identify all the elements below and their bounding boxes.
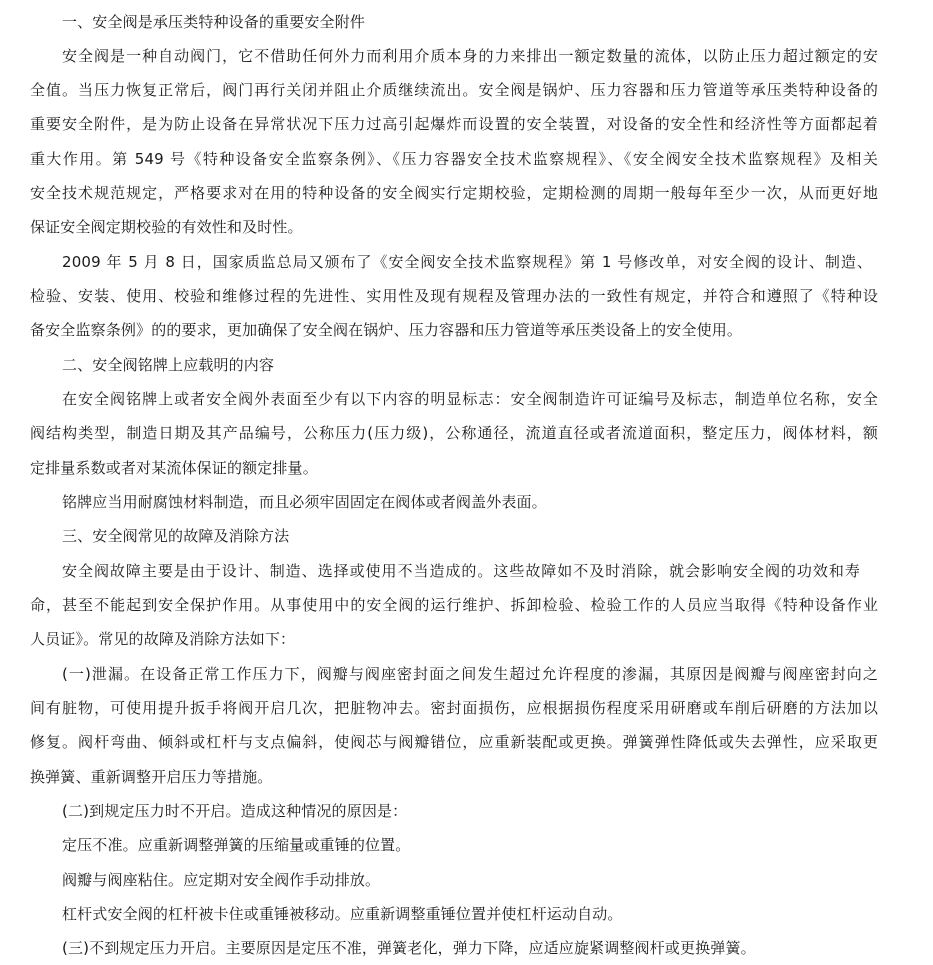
paragraph-line: 阀结构类型，制造日期及其产品编号，公称压力(压力级)，公称通径，流道直径或者流道面积，整定压力，阀体材料，额: [30, 424, 878, 442]
paragraph-line: 铭牌应当用耐腐蚀材料制造，而且必须牢固固定在阀体或者阀盖外表面。: [62, 493, 547, 511]
paragraph-line: (二)到规定压力时不开启。造成这种情况的原因是：: [62, 802, 408, 820]
paragraph-line: 杠杆式安全阀的杠杆被卡住或重锤被移动。应重新调整重锤位置并使杠杆运动自动。: [62, 905, 623, 923]
paragraph-line: 安全阀是一种自动阀门，它不借助任何外力而利用介质本身的力来排出一额定数量的流体，以防止压力超过额定的安: [62, 47, 878, 65]
paragraph-line: 检验、安装、使用、校验和维修过程的先进性、实用性及现有规程及管理办法的一致性有规定，并符合和遵照了《特种设: [30, 287, 878, 305]
paragraph-line: 安全技术规范规定，严格要求对在用的特种设备的安全阀实行定期校验，定期检测的周期一般每年至少一次，从而更好地: [30, 184, 878, 202]
paragraph-line: (一)泄漏。在设备正常工作压力下，阀瓣与阀座密封面之间发生超过允许程度的渗漏，其原因是阀瓣与阀座密封向之: [62, 665, 878, 683]
paragraph-line: 在安全阀铭牌上或者安全阀外表面至少有以下内容的明显标志：安全阀制造许可证编号及标志，制造单位名称，安全: [62, 390, 878, 408]
paragraph-line: 安全阀故障主要是由于设计、制造、选择或使用不当造成的。这些故障如不及时消除，就会影响安全阀的功效和寿: [62, 562, 860, 580]
paragraph-line: 修复。阀杆弯曲、倾斜或杠杆与支点偏斜，使阀芯与阀瓣错位，应重新装配或更换。弹簧弹性降低或失去弹性，应采取更: [30, 733, 878, 751]
paragraph-line: (三)不到规定压力开启。主要原因是定压不准，弹簧老化，弹力下降，应适应旋紧调整阀杆或更换弹簧。: [62, 939, 756, 957]
paragraph-line: 保证安全阀定期校验的有效性和及时性。: [30, 218, 303, 236]
paragraph-line: 重要安全附件，是为防止设备在异常状况下压力过高引起爆炸而设置的安全装置，对设备的安全性和经济性等方面都起着: [30, 115, 878, 133]
paragraph-line: 定压不准。应重新调整弹簧的压缩量或重锤的位置。: [62, 836, 411, 854]
heading-section-2: 二、安全阀铭牌上应载明的内容: [62, 356, 275, 374]
paragraph-line: 人员证》。常见的故障及消除方法如下：: [30, 630, 296, 648]
paragraph-line: 换弹簧、重新调整开启压力等措施。: [30, 768, 273, 786]
paragraph-line: 命，甚至不能起到安全保护作用。从事使用中的安全阀的运行维护、拆卸检验、检验工作的人员应当取得《特种设备作业: [30, 596, 878, 614]
paragraph-line: 全值。当压力恢复正常后，阀门再行关闭并阻止介质继续流出。安全阀是锅炉、压力容器和压力管道等承压类特种设备的: [30, 81, 878, 99]
paragraph-line: 重大作用。第 549 号《特种设备安全监察条例》、《压力容器安全技术监察规程》、《安全阀安全技术监察规程》及相关: [30, 150, 878, 168]
heading-section-1: 一、安全阀是承压类特种设备的重要安全附件: [62, 13, 366, 31]
paragraph-line: 阀瓣与阀座粘住。应定期对安全阀作手动排放。: [62, 871, 381, 889]
paragraph-line: 间有脏物，可使用提升扳手将阀开启几次，把脏物冲去。密封面损伤，应根据损伤程度采用研磨或车削后研磨的方法加以: [30, 699, 878, 717]
heading-section-3: 三、安全阀常见的故障及消除方法: [62, 527, 290, 545]
paragraph-line: 定排量系数或者对某流体保证的额定排量。: [30, 459, 318, 477]
paragraph-line: 2009 年 5 月 8 日，国家质监总局又颁布了《安全阀安全技术监察规程》第 1 号修改单，对安全阀的设计、制造、: [62, 253, 872, 271]
paragraph-line: 备安全监察条例》的的要求，更加确保了安全阀在锅炉、压力容器和压力管道等承压类设备上的安全使用。: [30, 321, 743, 339]
